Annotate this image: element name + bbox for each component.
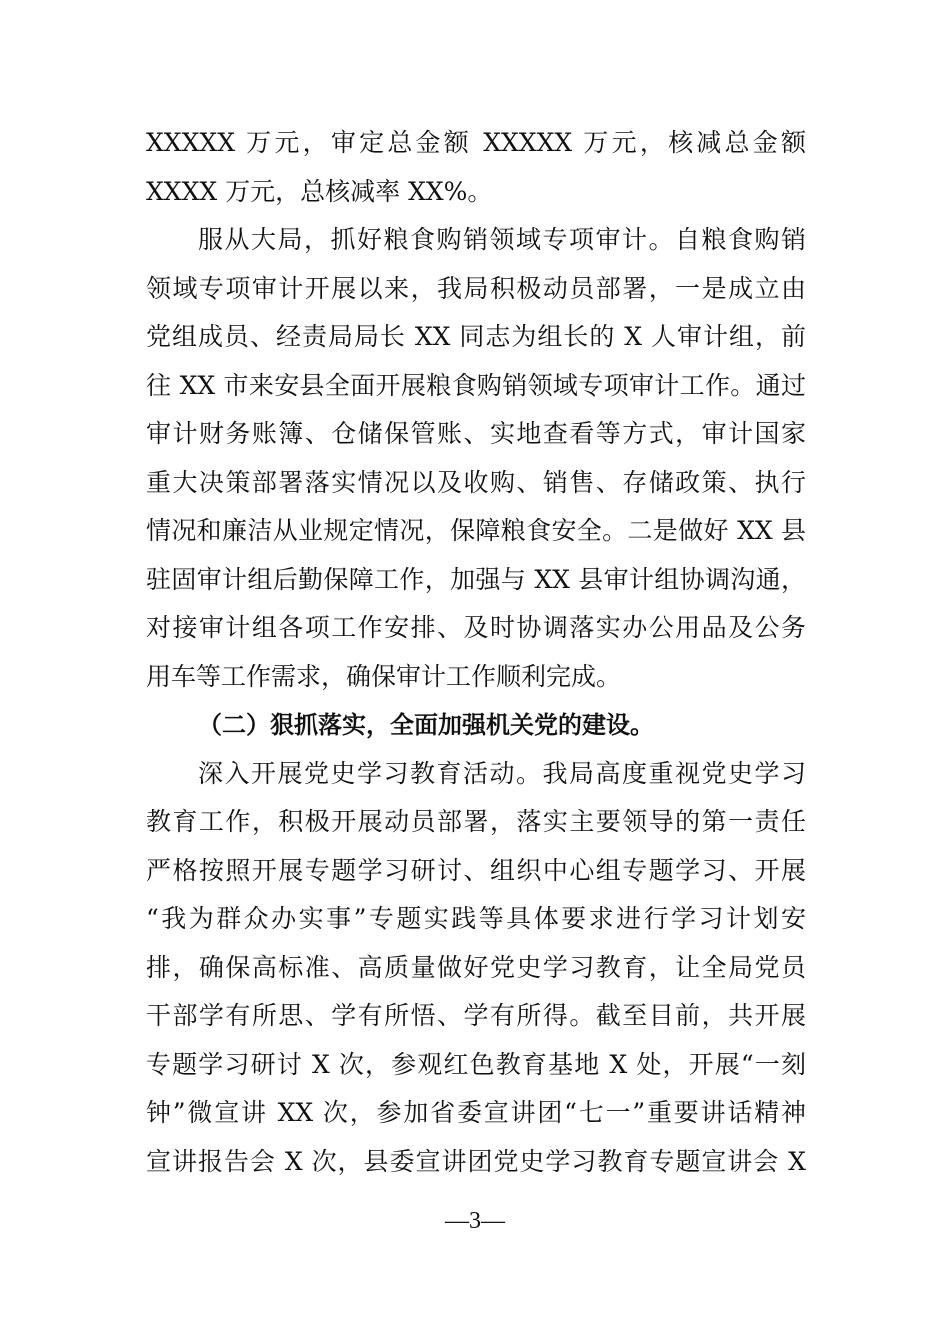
text-line: 用车等工作需求，确保审计工作顺利完成。 (146, 661, 622, 691)
text-line: 宣讲报告会 X 次，县委宣讲团党史学习教育专题宣讲会 X (146, 1146, 806, 1176)
text-line: 驻固审计组后勤保障工作，加强与 XX 县审计组协调沟通， (146, 564, 806, 594)
text-line: XXXXX 万元，审定总金额 XXXXX 万元，核减总金额 (146, 128, 806, 157)
text-line: 审计财务账簿、仓储保管账、实地查看等方式，审计国家 (146, 419, 806, 448)
text-line: 严格按照开展专题学习研讨、组织中心组专题学习、开展 (146, 855, 806, 885)
text-line: 教育工作，积极开展动员部署，落实主要领导的第一责任 (146, 807, 806, 836)
text-line: “我为群众办实事”专题实践等具体要求进行学习计划安 (146, 904, 806, 933)
paragraph-start-line: 深入开展党史学习教育活动。我局高度重视党史学习 (198, 758, 806, 788)
text-line: 对接审计组各项工作安排、及时协调落实办公用品及公务 (146, 613, 806, 642)
text-line: 往 XX 市来安县全面开展粮食购销领域专项审计工作。通过 (146, 370, 806, 400)
text-line: 领域专项审计开展以来，我局积极动员部署，一是成立由 (146, 273, 806, 303)
section-heading: （二）狠抓落实，全面加强机关党的建设。 (198, 711, 654, 739)
text-line: 情况和廉洁从业规定情况，保障粮食安全。二是做好 XX 县 (146, 516, 806, 545)
text-line: XXXX 万元，总核减率 XX%。 (146, 176, 493, 206)
text-line: 重大决策部署落实情况以及收购、销售、存储政策、执行 (146, 467, 806, 497)
page-number: —3— (445, 1208, 505, 1234)
text-line: 专题学习研讨 X 次，参观红色教育基地 X 处，开展“一刻 (146, 1049, 806, 1079)
body-text (146, 119, 806, 1186)
text-line: 干部学有所思、学有所悟、学有所得。截至目前，共开展 (146, 1001, 806, 1030)
text-line: 排，确保高标准、高质量做好党史学习教育，让全局党员 (146, 952, 806, 982)
text-line: 党组成员、经责局局长 XX 同志为组长的 X 人审计组，前 (146, 322, 806, 351)
text-line: 钟”微宣讲 XX 次，参加省委宣讲团“七一”重要讲话精神 (146, 1098, 806, 1127)
paragraph-start-line: 服从大局，抓好粮食购销领域专项审计。自粮食购销 (198, 225, 806, 254)
